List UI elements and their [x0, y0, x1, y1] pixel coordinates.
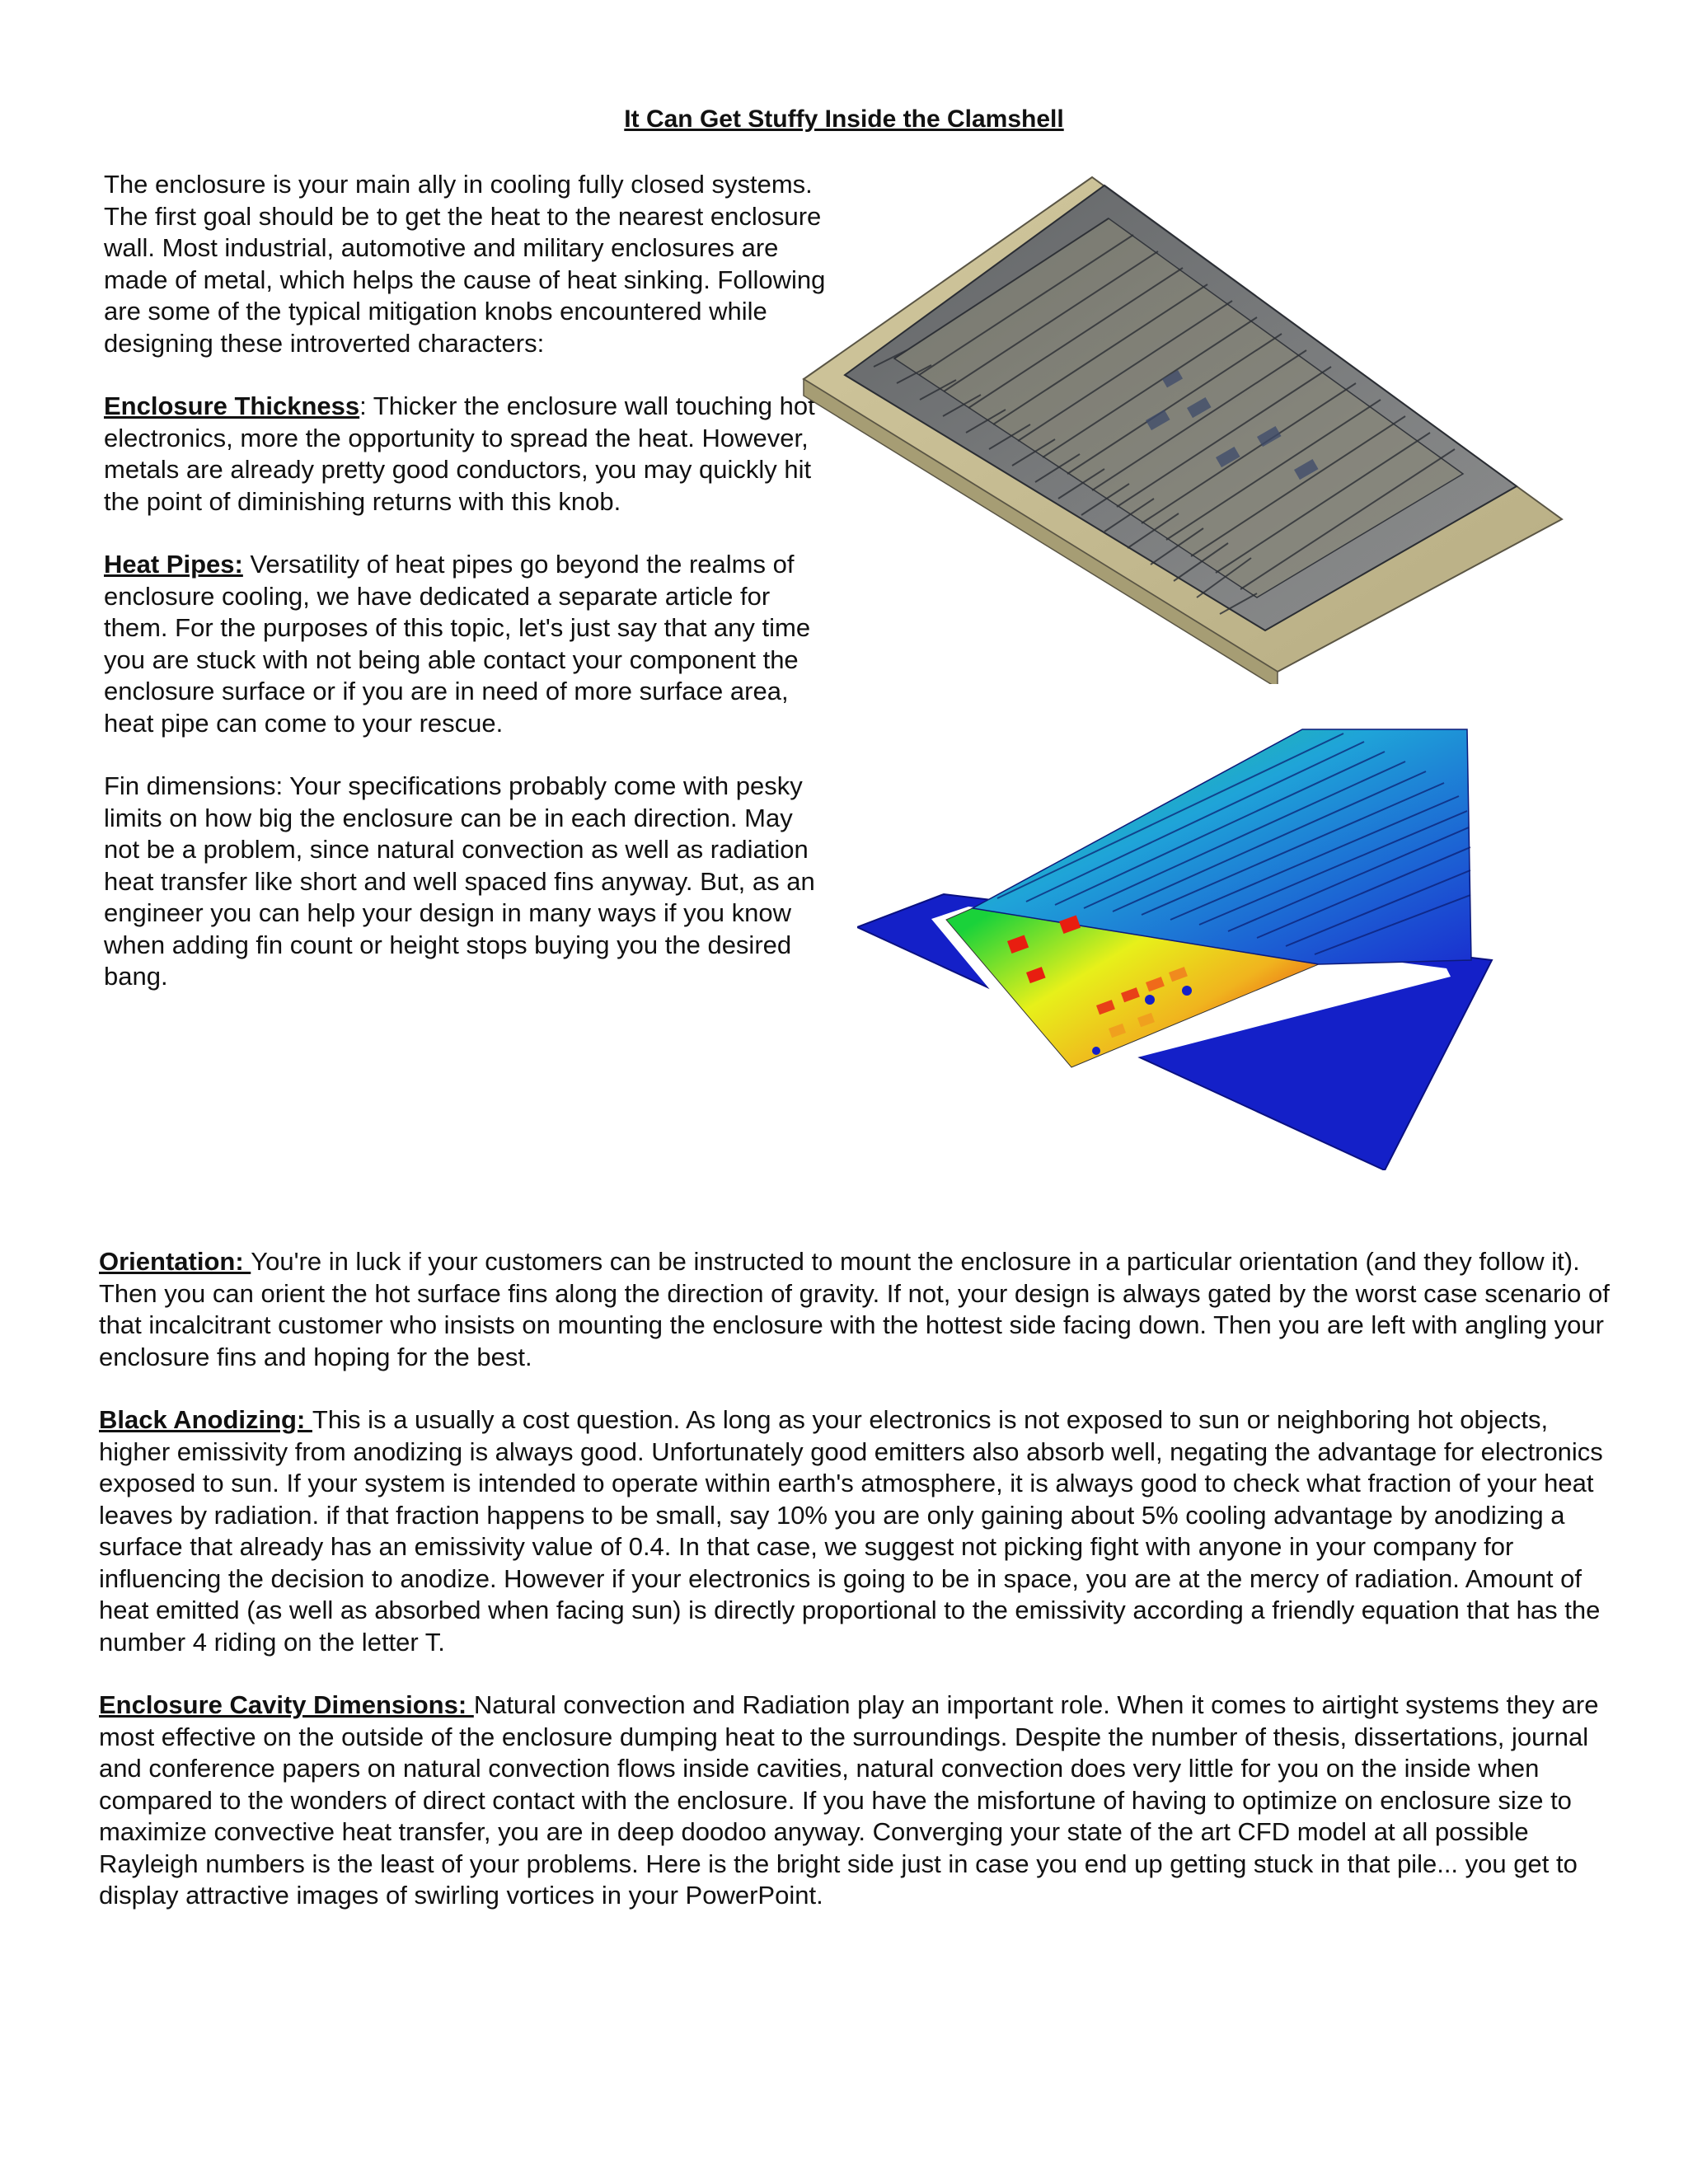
intro-paragraph: The enclosure is your main ally in cooling fully closed systems. The first goal should be to get the heat to the nearest enclosure wall. Most industrial, automotive and military enclosures are made of metal, which helps the cause of heat sinking. Following are some of the typical mitigation knobs encountered while designing these introverted characters:	[104, 170, 826, 358]
anodizing-text: This is a usually a cost question. As long as your electronics is not exposed to sun or neighboring hot objects, higher emissivity from anodizing is always good. Unfortunately good emitters also absorb well, negating the advantage for electronics exposed to sun. If your system is intended to operate within earth's atmosphere, it is always good to check what fraction of your heat leaves by radiation. if that fraction happens to be small, say 10% you are only gaining about 5% cooling advantage by anodizing a surface that already has an emissivity value of 0.4. In that case, we suggest not picking fight with anyone in your company for influencing the decision to anodize. However if your electronics is going to be in space, you are at the mercy of radiation. Amount of heat emitted (as well as absorbed when facing sun) is directly proportional to the emissivity according a friendly equation that has the number 4 riding on the letter T.	[99, 1405, 1603, 1657]
page-title: It Can Get Stuffy Inside the Clamshell	[624, 105, 1064, 133]
full-width-section	[99, 1246, 1615, 1943]
enclosure-cad-figure	[799, 173, 1566, 684]
cavity-text: Natural convection and Radiation play an important role. When it comes to airtight systems they are most effective on the outside of the enclosure dumping heat to the surroundings. Despite the number of thesis, dissertations, journal and conference papers on natural convection flows inside cavities, natural convection does very little for you on the inside when compared to the wonders of direct contact with the enclosure. If you have the misfortune of having to optimize on enclosure size to maximize convective heat transfer, you are in deep doodoo anyway. Converging your state of the art CFD model at all possible Rayleigh numbers is the least of your problems. Here is the bright side just in case you end up getting stuck in that pile... you get to display attractive images of swirling vortices in your PowerPoint.	[99, 1690, 1599, 1910]
heat-pipes-heading: Heat Pipes:	[104, 550, 243, 579]
orientation-heading: Orientation:	[99, 1247, 251, 1276]
thickness-paragraph	[104, 391, 829, 518]
thickness-text: : Thicker the enclosure wall touching hot electronics, more the opportunity to spread the heat. However, metals are already pretty good conductors, you may quickly hit the point of diminishing returns with this knob.	[104, 391, 815, 516]
heat-pipes-text: Versatility of heat pipes go beyond the realms of enclosure cooling, we have dedicated a separate article for them. For the purposes of this topic, let's just say that any time you are stuck with not being able contact your component the enclosure surface or if you are in need of more surface area, heat pipe can come to your rescue.	[104, 550, 811, 738]
left-column	[104, 169, 829, 1024]
anodizing-heading: Black Anodizing:	[99, 1405, 312, 1434]
heat-pipes-paragraph	[104, 549, 829, 739]
orientation-paragraph	[99, 1246, 1615, 1373]
orientation-text: You're in luck if your customers can be instructed to mount the enclosure in a particular orientation (and they follow it). Then you can orient the hot surface fins along the direction of gravity. If not, your design is always gated by the worst case scenario of that incalcitrant customer who insists on mounting the enclosure with the hottest side facing down. Then you are left with angling your enclosure fins and hoping for the best.	[99, 1247, 1610, 1371]
cavity-paragraph	[99, 1690, 1615, 1912]
cavity-heading: Enclosure Cavity Dimensions:	[99, 1690, 474, 1719]
thermal-simulation-figure	[857, 725, 1500, 1170]
anodizing-paragraph	[99, 1404, 1615, 1658]
thickness-heading: Enclosure Thickness	[104, 391, 360, 420]
fin-dimensions-paragraph: Fin dimensions: Your specifications probably come with pesky limits on how big the enclosure can be in each direction. May not be a problem, since natural convection as well as radiation heat transfer like short and well spaced fins anyway. But, as an engineer you can help your design in many ways if you know when adding fin count or height stops buying you the desired bang.	[104, 771, 815, 991]
